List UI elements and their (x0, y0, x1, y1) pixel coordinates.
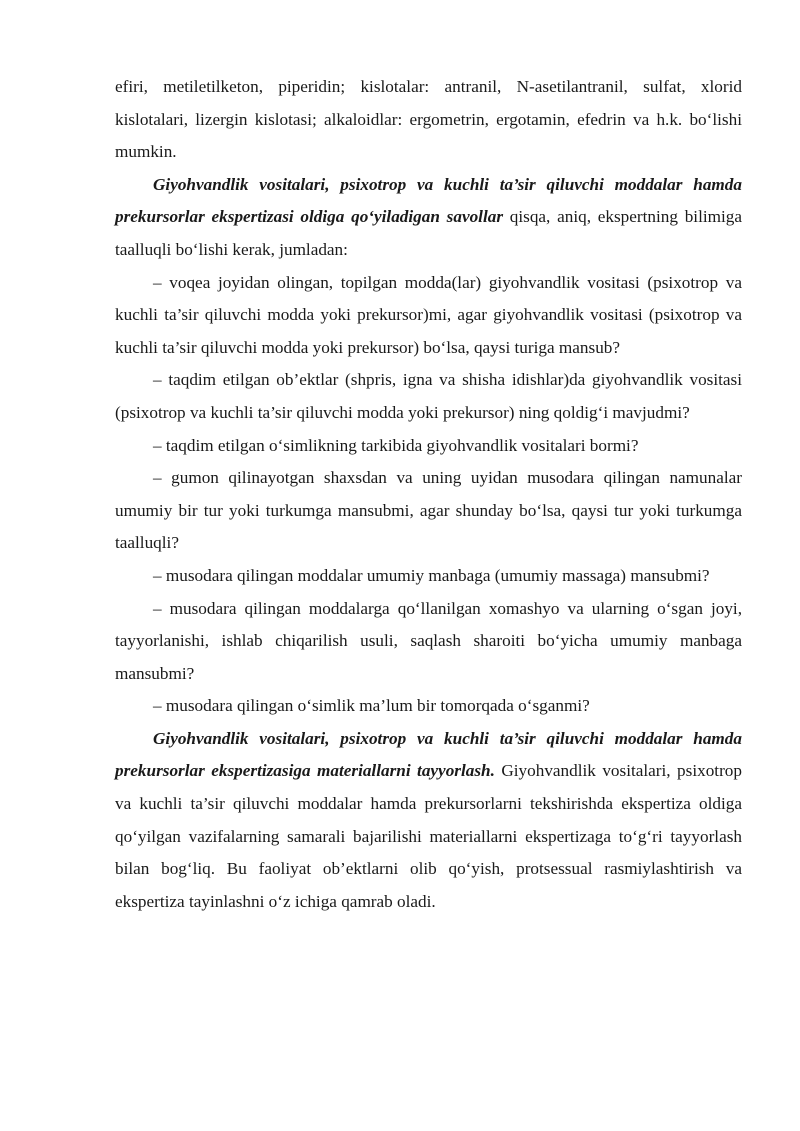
paragraph-6 (115, 462, 742, 560)
paragraph-7 (115, 560, 742, 593)
paragraph-10 (115, 723, 742, 919)
paragraph-3-text: – voqea joyidan olingan, topilgan modda(lar) giyohvandlik vositasi (psixotrop va kuchli ta’sir qiluvchi modda yoki prekursor)mi, agar giyohvandlik vositasi (psixotrop va kuchli ta’sir qiluvchi modda yoki prekursor) bo‘lsa, qaysi turiga mansub? (115, 272, 742, 357)
paragraph-9 (115, 690, 742, 723)
paragraph-8-text: – musodara qilingan moddalarga qo‘llanilgan xomashyo va ularning o‘sgan joyi, tayyorlanishi, ishlab chiqarilish usuli, saqlash sharoiti bo‘yicha umumiy manbaga mansubmi? (115, 598, 742, 683)
document-page (115, 71, 742, 918)
paragraph-3 (115, 267, 742, 365)
paragraph-7-text: – musodara qilingan moddalar umumiy manbaga (umumiy massaga) mansubmi? (153, 565, 710, 585)
paragraph-2-heading: Giyohvandlik vositalari, psixotrop va kuchli ta’sir qiluvchi moddalar hamda prekursorlar ekspertizasi oldiga qo‘yiladigan savollar (115, 174, 742, 227)
paragraph-8 (115, 593, 742, 691)
paragraph-10-text: Giyohvandlik vositalari, psixotrop va kuchli ta’sir qiluvchi moddalar hamda prekursorlarni tekshirishda ekspertiza oldiga qo‘yilgan vazifalarning samarali bajarilishi materiallarni ekspertizaga to‘g‘ri tayyorlash bilan bog‘liq. Bu faoliyat ob’ektlarni olib qo‘yish, protsessual rasmiylashtirish va ekspertiza tayinlashni o‘z ichiga qamrab oladi. (115, 761, 742, 911)
paragraph-2-text: qisqa, aniq, ekspertning bilimiga taalluqli bo‘lishi kerak, jumladan: (115, 207, 742, 259)
paragraph-9-text: – musodara qilingan o‘simlik ma’lum bir tomorqada o‘sganmi? (153, 696, 590, 716)
paragraph-5-text: – taqdim etilgan o‘simlikning tarkibida giyohvandlik vositalari bormi? (153, 435, 639, 455)
paragraph-1 (115, 71, 742, 169)
paragraph-10-heading: Giyohvandlik vositalari, psixotrop va kuchli ta’sir qiluvchi moddalar hamda prekursorlar ekspertizasiga materiallarni tayyorlash. (115, 728, 742, 781)
paragraph-4 (115, 364, 742, 429)
paragraph-5 (115, 430, 742, 463)
paragraph-4-text: – taqdim etilgan ob’ektlar (shpris, igna va shisha idishlar)da giyohvandlik vositasi (psixotrop va kuchli ta’sir qiluvchi modda yoki prekursor) ning qoldig‘i mavjudmi? (115, 370, 742, 422)
paragraph-1-text: efiri, metiletilketon, piperidin; kislotalar: antranil, N-asetilantranil, sulfat, xlorid kislotalari, lizergin kislotasi; alkaloidlar: ergometrin, ergotamin, efedrin va h.k. bo‘lishi mumkin. (115, 77, 742, 162)
paragraph-2 (115, 169, 742, 267)
paragraph-6-text: – gumon qilinayotgan shaxsdan va uning uyidan musodara qilingan namunalar umumiy bir tur yoki turkumga mansubmi, agar shunday bo‘lsa, qaysi tur yoki turkumga taalluqli? (115, 468, 742, 553)
